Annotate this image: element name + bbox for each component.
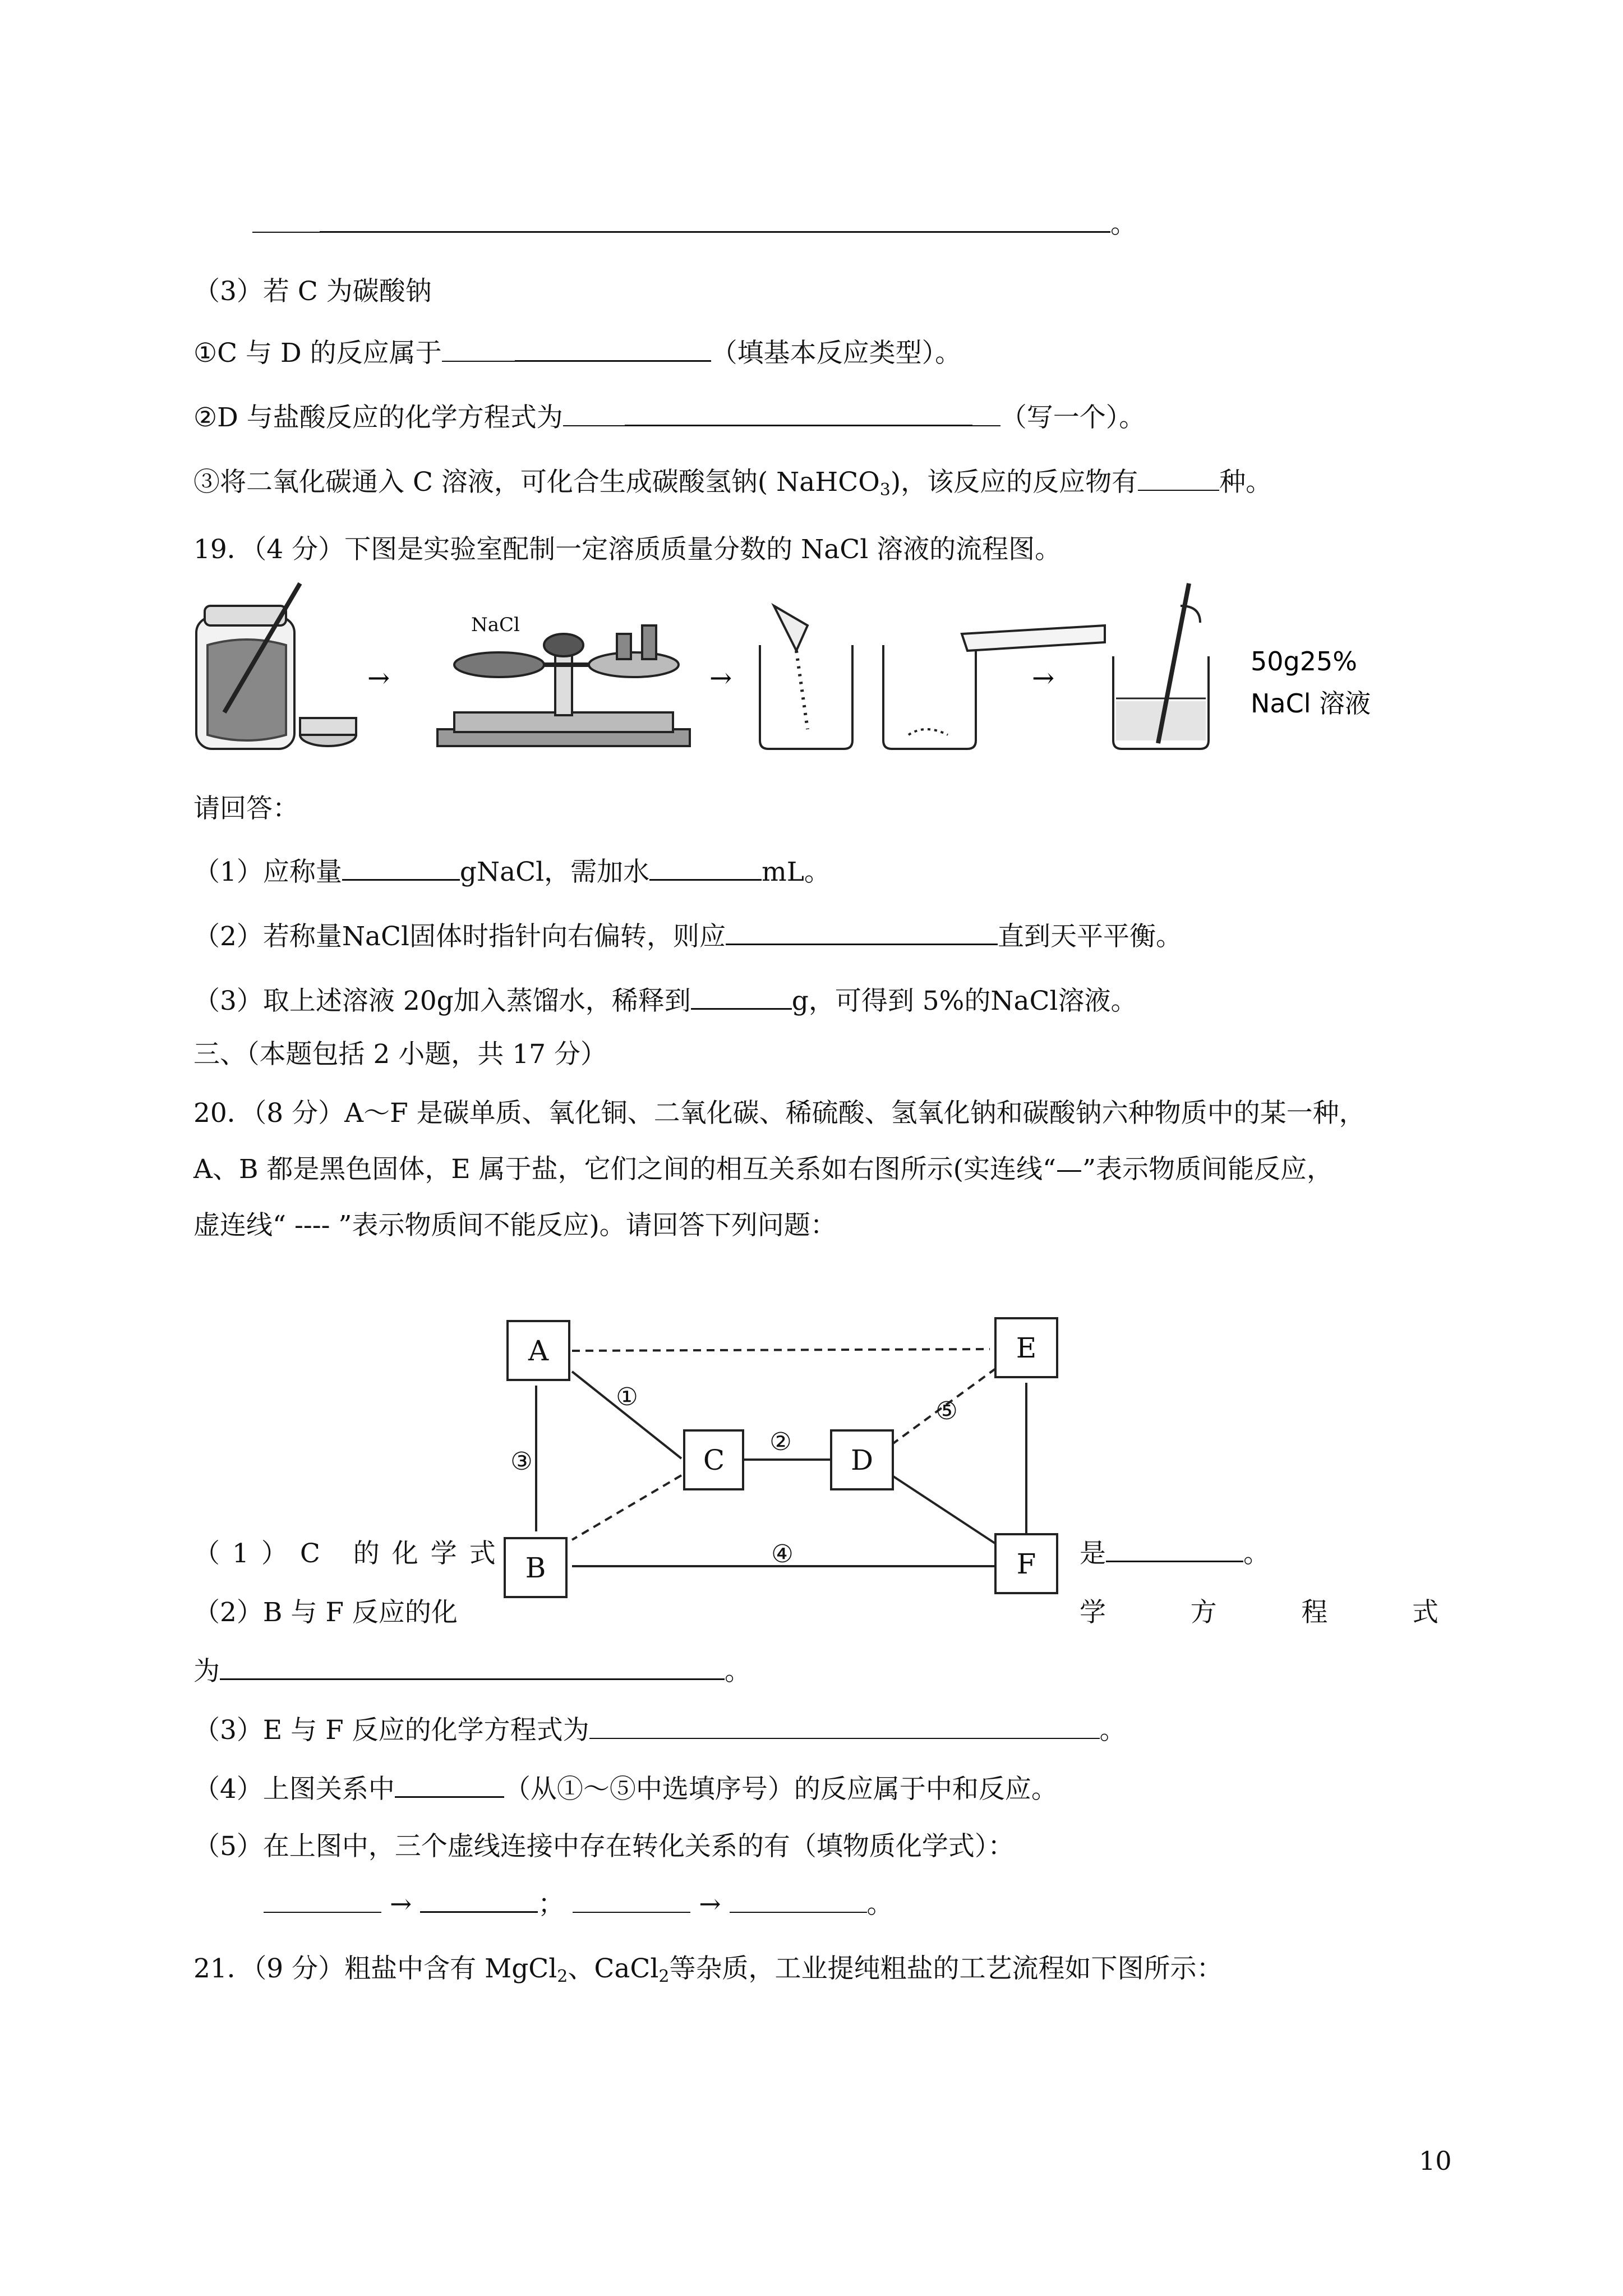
q20-2-left: （2）B 与 F 反应的化 <box>193 1597 458 1628</box>
node-a-label: A <box>528 1335 549 1367</box>
beaker-with-cylinder-icon <box>883 625 1105 749</box>
edge-label-2: ② <box>769 1428 792 1456</box>
answer-blank[interactable] <box>320 209 1110 233</box>
node-e-label: E <box>1016 1332 1037 1364</box>
q3-3: ③将二氧化碳通入 C 溶液，可化合生成碳酸氢钠( NaHCO$_3$)，该反应的反应物有 种。 <box>193 467 1272 500</box>
q20-5-answers: → ； → 。 <box>264 1888 893 1921</box>
solution-label-mass: 50g25% <box>1251 646 1357 677</box>
answer-blank[interactable] <box>972 403 1000 426</box>
page-number: 10 <box>1419 2146 1452 2176</box>
edge-label-4: ④ <box>771 1540 794 1568</box>
edge-a-e <box>572 1349 990 1351</box>
svg-text:→: → <box>367 662 390 694</box>
node-c-label: C <box>703 1444 725 1476</box>
q19-2: （2）若称量NaCl固体时指针向右偏转，则应 直到天平平衡。 <box>193 921 1183 952</box>
q20-3: （3）E 与 F 反应的化学方程式为 。 <box>193 1715 1126 1746</box>
answer-blank[interactable] <box>342 857 460 881</box>
reagent-jar-icon <box>196 583 356 749</box>
node-d-label: D <box>850 1444 874 1476</box>
relation-diagram <box>488 1307 1082 1604</box>
answer-blank[interactable] <box>563 403 625 426</box>
q19-heading: 19．（4 分）下图是实验室配制一定溶质质量分数的 NaCl 溶液的流程图。 <box>193 534 1062 565</box>
top-answer-line: 。 <box>252 208 1137 241</box>
q19-3: （3）取上述溶液 20g加入蒸馏水，稀释到 g，可得到 5%的NaCl溶液。 <box>193 986 1137 1016</box>
q20-5: （5）在上图中，三个虚线连接中存在转化关系的有（填物质化学式）： <box>193 1831 1015 1862</box>
answer-blank[interactable] <box>1106 1538 1243 1562</box>
q20-1-right: 是 。 <box>1080 1538 1270 1569</box>
answer-blank[interactable] <box>691 986 792 1010</box>
answer-blank[interactable] <box>442 338 515 362</box>
answer-blank[interactable] <box>589 1715 1100 1739</box>
answer-blank[interactable] <box>515 338 711 362</box>
q20-1-left: （1）C 的化学式 <box>193 1538 508 1569</box>
beaker-stirring-icon <box>1113 583 1209 749</box>
q21-heading: 21．（9 分）粗盐中含有 MgCl$_2$、CaCl$_2$等杂质，工业提纯粗盐的工艺流程如下图所示： <box>193 1953 1223 1986</box>
answer-blank[interactable] <box>220 1656 725 1680</box>
answer-blank[interactable] <box>264 1889 381 1913</box>
section-3-heading: 三、（本题包括 2 小题，共 17 分） <box>193 1039 607 1070</box>
q20-2-right: 学 方 程 式 <box>1080 1597 1438 1628</box>
beaker-pouring-icon <box>760 606 852 749</box>
nacl-preparation-flow-figure <box>185 572 1419 763</box>
q3-1: ①C 与 D 的反应属于 （填基本反应类型）。 <box>193 338 962 369</box>
q20-4: （4）上图关系中 （从①～⑤中选填序号）的反应属于中和反应。 <box>193 1774 1058 1805</box>
answer-blank[interactable] <box>730 1889 867 1913</box>
q20-2-answer: 为 。 <box>193 1656 751 1687</box>
q19-1: （1）应称量 gNaCl，需加水 mL。 <box>193 857 831 887</box>
balance-label: NaCl <box>471 614 520 636</box>
q20-line-2: A、B 都是黑色固体，E 属于盐，它们之间的相互关系如右图所示(实连线“—”表示物质间能反应， <box>193 1154 1334 1185</box>
edge-d-f <box>892 1475 998 1545</box>
svg-text:→: → <box>1032 662 1055 694</box>
node-b-label: B <box>525 1552 546 1584</box>
edge-label-5: ⑤ <box>935 1397 958 1425</box>
q20-line-3: 虚连线“ ---- ”表示物质间不能反应)。请回答下列问题： <box>193 1210 837 1241</box>
svg-text:→: → <box>709 662 732 694</box>
node-f-label: F <box>1016 1548 1036 1580</box>
answer-blank[interactable] <box>649 857 762 881</box>
answer-blank[interactable] <box>395 1774 504 1798</box>
q19-prompt: 请回答： <box>193 793 299 824</box>
q3-heading: （3）若 C 为碳酸钠 <box>193 276 432 307</box>
answer-blank[interactable] <box>420 1889 538 1913</box>
answer-blank[interactable] <box>573 1889 690 1913</box>
answer-blank[interactable] <box>726 921 998 945</box>
edge-label-1: ① <box>616 1383 638 1411</box>
answer-blank[interactable] <box>625 402 972 426</box>
edge-label-3: ③ <box>510 1447 533 1476</box>
answer-blank[interactable] <box>1138 467 1219 491</box>
q3-2: ②D 与盐酸反应的化学方程式为 （写一个）。 <box>193 402 1146 433</box>
balance-icon <box>437 614 690 746</box>
solution-label-name: NaCl 溶液 <box>1251 688 1371 719</box>
q20-line-1: 20．（8 分）A～F 是碳单质、氧化铜、二氧化碳、稀硫酸、氢氧化钠和碳酸钠六种物质中的某一种， <box>193 1098 1366 1129</box>
answer-blank[interactable] <box>252 209 320 233</box>
edge-c-b <box>572 1475 681 1540</box>
